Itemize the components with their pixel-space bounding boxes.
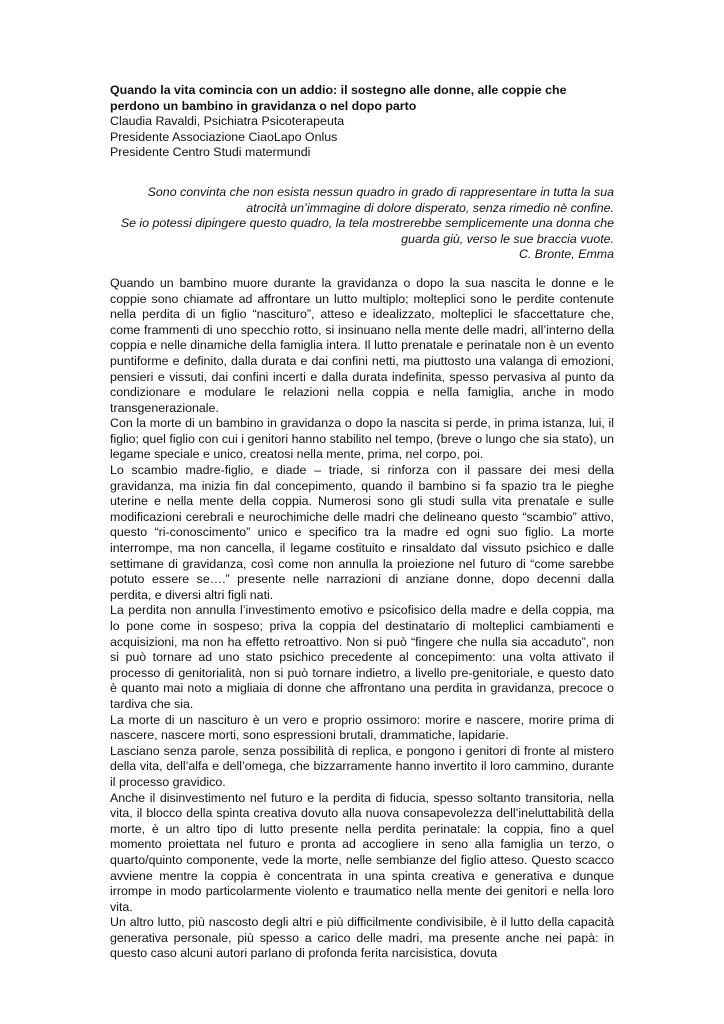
body-paragraph: Un altro lutto, più nascosto degli altri e più difficilmente condivisibile, è il lutto della capacità generativa personale, più spesso a carico delle madri, ma presente anche nei papà: in questo caso alcuni autori parlano di profonda ferita narcisistica, dovuta (110, 915, 614, 961)
body-paragraph: Lasciano senza parole, senza possibilità di replica, e pongono i genitori di fronte al mistero della vita, dell’alfa e dell’omega, che bizzarramente hanno invertito il loro cammino, durante il processo gravidico. (110, 743, 614, 789)
role-line-1: Presidente Associazione CiaoLapo Onlus (110, 129, 338, 144)
epigraph-line-2: Se io potessi dipingere questo quadro, la tela mostrerebbe semplicemente una donna che guarda giù, verso le sue braccia vuote. (120, 216, 614, 246)
body-paragraph: Con la morte di un bambino in gravidanza o dopo la nascita si perde, in prima istanza, lui, il figlio; quel figlio con cui i genitori hanno stabilito nel tempo, (breve o lungo che sia stato), un legame speciale e unico, creatosi nella mente, prima, nel corpo, poi. (110, 416, 614, 462)
body-paragraph: La perdita non annulla l’investimento emotivo e psicofisico della madre e della coppia, ma lo pone come in sospeso; priva la coppia del destinatario di molteplici cambiamenti e acquisizioni, ma non ha effetto retroattivo. Non si può “fingere che nulla sia accaduto”, non si può tornare ad uno stato psichico precedente al concepimento: una volta attivato il processo di genitorialità, non si può tornare indietro, a livello pre-genitoriale, e questo dato è quanto mai noto a migliaia di donne che affrontano una perdita in gravidanza, precoce o tardiva che sia. (110, 603, 614, 711)
body-paragraph: Lo scambio madre-figlio, e diade – triade, si rinforza con il passare dei mesi della gravidanza, ma inizia fin dal concepimento, quando il bambino si fa spazio tra le pieghe uterine e nella mente della coppia. Numerosi sono gli studi sulla vita prenatale e sulle modificazioni cerebrali e neurochimiche delle madri che delineano questo “scambio” attivo, questo “ri-conoscimento” unico e specifico tra la madre ed ogni suo figlio. La morte interrompe, ma non cancella, il legame costituito e rinsaldato dal vissuto psichico e dalle settimane di gravidanza, così come non annulla la proiezione nel futuro di “come sarebbe potuto essere se….” presente nelle narrazioni di anziane donne, dopo decenni dalla perdita, e diversi altri figli nati. (110, 463, 614, 602)
document-title: Quando la vita comincia con un addio: il sostegno alle donne, alle coppie che perdono un bambino in gravidanza o nel dopo parto (110, 83, 567, 113)
role-line-2: Presidente Centro Studi matermundi (110, 145, 311, 160)
epigraph (110, 185, 614, 263)
author-line: Claudia Ravaldi, Psichiatra Psicoterapeuta (110, 114, 345, 129)
epigraph-line-1: Sono convinta che non esista nessun quadro in grado di rappresentare in tutta la sua atrocità un’immagine di dolore disperato, senza rimedio nè confine. (147, 184, 614, 215)
body-text (110, 276, 614, 962)
body-paragraph: La morte di un nascituro è un vero e proprio ossimoro: morire e nascere, morire prima di nascere, nascere morti, sono espressioni brutali, drammatiche, lapidarie. (110, 712, 614, 743)
body-paragraph: Quando un bambino muore durante la gravidanza o dopo la sua nascita le donne e le coppie sono chiamate ad affrontare un lutto multiplo; molteplici sono le perdite contenute nella perdita di un figlio “nascituro”, atteso e idealizzato, molteplici le sfaccettature che, come frammenti di uno specchio rotto, si insinuano nella mente delle madri, all’interno della coppia e nelle dinamiche della famiglia intera. Il lutto prenatale e perinatale non è un evento puntiforme e definito, dalla durata e dai confini netti, ma piuttosto una valanga di emozioni, pensieri e vissuti, dai confini incerti e dalla durata indefinita, spesso pervasiva al punto da condizionare e modulare le relazioni nella coppia e nella famiglia, anche in modo transgenerazionale. (110, 275, 614, 415)
document-page (110, 83, 614, 962)
epigraph-attribution: C. Bronte, Emma (518, 247, 614, 262)
body-paragraph: Anche il disinvestimento nel futuro e la perdita di fiducia, spesso soltanto transitoria, nella vita, il blocco della spinta creativa dovuto alla nuova consapevolezza dell’ineluttabilità della morte, è un altro tipo di lutto presente nella perdita perinatale: la coppia, fino a quel momento proiettata nel futuro e pronta ad accogliere in seno alla famiglia un terzo, o quarto/quinto componente, vede la morte, nelle sembianze del figlio atteso. Questo scacco avviene mentre la coppia è concentrata in una spinta creativa e generativa e dunque irrompe in modo particolarmente violento e traumatico nella mente dei genitori e nella loro vita. (110, 790, 614, 914)
